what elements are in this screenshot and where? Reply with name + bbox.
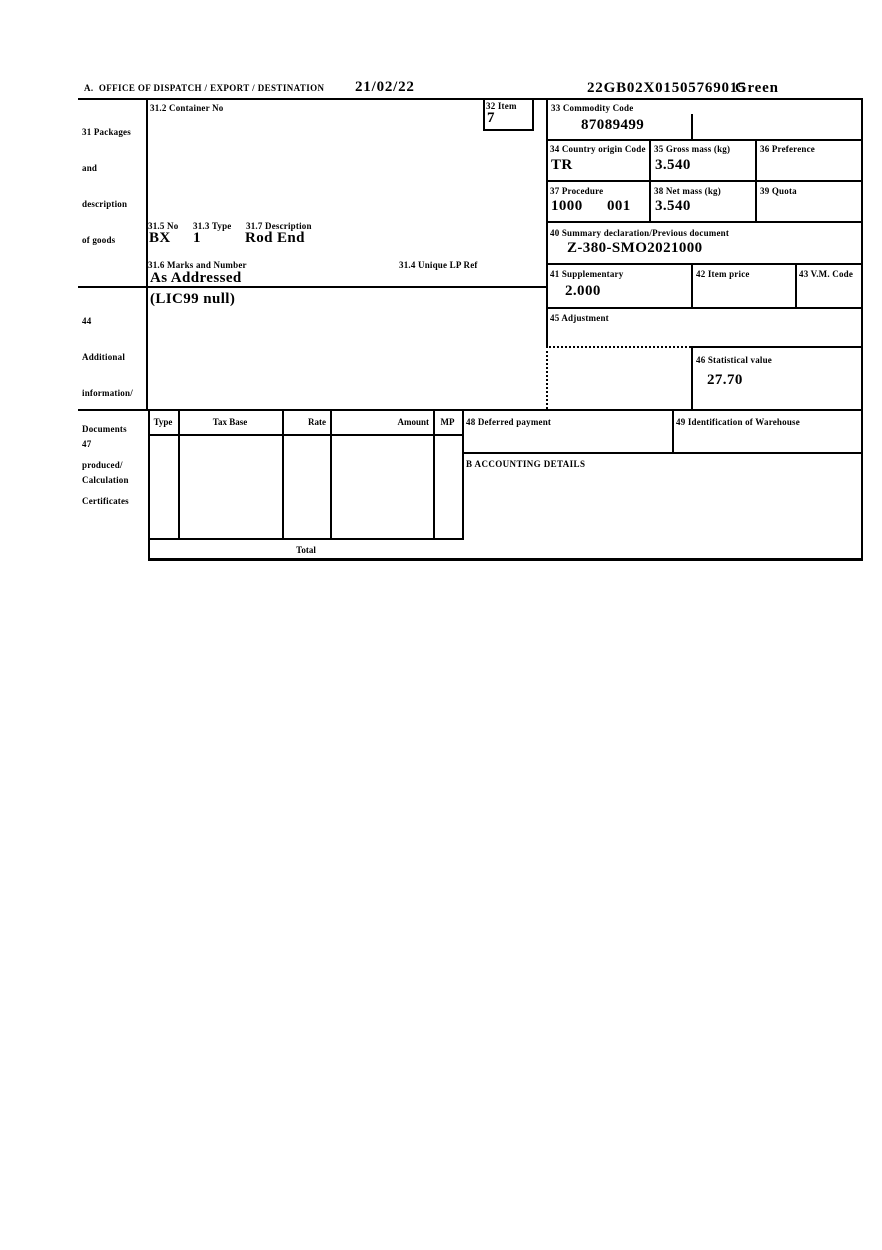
box31-label-line: of goods [82,235,116,245]
box32-item-value: 7 [487,110,495,126]
divider [649,139,651,223]
dotted-divider [546,346,691,348]
box33-commodity-code-label: 33 Commodity Code [551,103,634,113]
divider [148,409,150,561]
box31-6-marks-label: 31.6 Marks and Number [148,260,247,270]
box36-preference-label: 36 Preference [760,144,815,154]
divider [691,263,693,309]
divider [178,409,180,538]
box47-label-line: 47 [82,439,92,449]
divider [691,346,693,411]
divider [462,409,464,540]
box44-label-line: Certificates [82,496,129,506]
box40-summary-declaration-value: Z-380-SMO2021000 [567,240,703,256]
divider [78,98,863,100]
divider [78,409,863,411]
divider [148,538,464,540]
box31-6-marks-value: As Addressed [150,270,242,286]
mrn-number: 22GB02X01505769015 [587,80,747,96]
divider [148,434,464,436]
box33-commodity-code-value: 87089499 [581,117,645,133]
box31-label-line: description [82,199,128,209]
calc-col-amount: Amount [397,417,429,427]
divider [546,221,863,223]
box46-statistical-value: 27.70 [707,372,743,388]
box38-net-mass-value: 3.540 [655,198,691,214]
divider [433,409,435,538]
box43-vm-code-label: 43 V.M. Code [799,269,854,279]
divider [532,98,534,131]
box34-country-origin-label: 34 Country origin Code [550,144,646,154]
box37-procedure-label: 37 Procedure [550,186,604,196]
office-of-dispatch-label: A. OFFICE OF DISPATCH / EXPORT / DESTINATION [84,83,325,93]
box31-3-type-label: 31.3 Type [193,221,232,231]
divider [546,98,548,348]
box44-label-line: Documents [82,424,127,434]
box41-supplementary-value: 2.000 [565,283,601,299]
box31-7-description-value: Rod End [245,230,305,246]
declaration-date: 21/02/22 [355,79,415,95]
calc-col-mp: MP [440,417,455,427]
divider [546,139,863,141]
divider [691,114,693,139]
divider [546,307,863,309]
calc-col-type: Type [153,417,173,427]
box35-gross-mass-label: 35 Gross mass (kg) [654,144,731,154]
box31-2-container-no-label: 31.2 Container No [150,103,224,113]
box31-packages-label [82,102,131,270]
divider [795,263,797,309]
routing-channel: Green [735,80,779,96]
divider [282,409,284,538]
dotted-divider [546,346,548,409]
box31-label-line: and [82,163,98,173]
box42-item-price-label: 42 Item price [696,269,750,279]
box41-supplementary-label: 41 Supplementary [550,269,624,279]
box31-5-no-label: 31.5 No [148,221,179,231]
box31-4-unique-lp-ref-label: 31.4 Unique LP Ref [399,260,478,270]
box44-label-line: Additional [82,352,126,362]
divider [691,346,863,348]
box35-gross-mass-value: 3.540 [655,157,691,173]
divider [546,180,863,182]
box46-statistical-value-label: 46 Statistical value [696,355,772,365]
box44-label-line: 44 [82,316,92,326]
box40-summary-declaration-label: 40 Summary declaration/Previous document [550,228,730,238]
box37-procedure-value-1: 1000 [551,198,583,214]
divider [483,129,534,131]
divider [330,409,332,538]
calc-col-rate: Rate [308,417,326,427]
box44-label-line: information/ [82,388,133,398]
box31-label-line: 31 Packages [82,127,131,137]
divider [755,139,757,223]
divider [483,98,485,131]
divider [672,409,674,454]
calc-total-label: Total [296,545,316,555]
box39-quota-label: 39 Quota [760,186,797,196]
box38-net-mass-label: 38 Net mass (kg) [654,186,721,196]
divider [148,558,863,561]
box31-7-description-label: 31.7 Description [246,221,312,231]
divider [146,98,148,411]
box49-warehouse-label: 49 Identification of Warehouse [676,417,800,427]
box48-deferred-payment-label: 48 Deferred payment [466,417,552,427]
box32-item-label: 32 Item [486,101,517,111]
calc-col-tax-base: Tax Base [212,417,248,427]
box37-procedure-value-2: 001 [607,198,631,214]
box31-5-no-value: BX [149,230,171,246]
box34-country-origin-value: TR [551,157,573,173]
box47-calculation-label [82,414,129,510]
divider [462,452,863,454]
box45-adjustment-label: 45 Adjustment [550,313,609,323]
box44-label-line: produced/ [82,460,123,470]
box44-additional-info-value: (LIC99 null) [150,291,236,307]
section-b-accounting-label: B ACCOUNTING DETAILS [466,459,586,469]
divider [78,286,548,288]
divider [546,263,863,265]
box47-label-line: Calculation [82,475,129,485]
box31-3-type-value: 1 [193,230,201,246]
divider [861,98,863,561]
